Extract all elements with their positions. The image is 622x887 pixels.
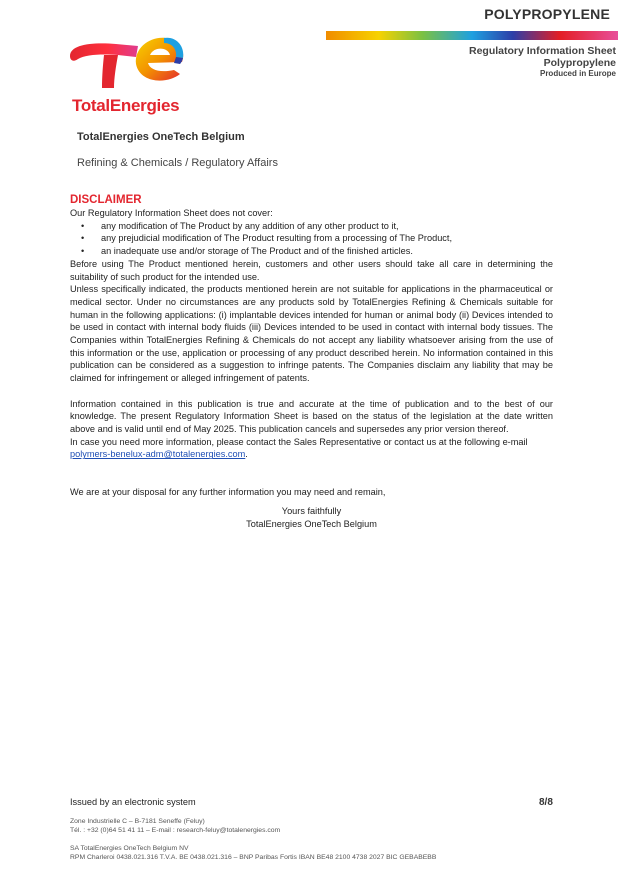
totalenergies-logo-icon <box>64 30 189 90</box>
disclaimer-list <box>70 220 553 258</box>
disclaimer-title: DISCLAIMER <box>70 194 142 206</box>
paragraph-suitability: Before using The Product mentioned herein, customers and other users should take all care in determining the suitability of such product for the intended use. <box>70 258 553 282</box>
list-item: • an inadequate use and/or storage of The Product and of the finished articles. <box>70 245 553 258</box>
footer-legal <box>70 844 436 862</box>
yours-faithfully: Yours faithfully <box>281 506 342 517</box>
issued-note: Issued by an electronic system <box>70 797 196 807</box>
produced-in: Produced in Europe <box>539 69 616 78</box>
contact-line: Tél. : +32 (0)64 51 41 11 – E-mail : research-feluy@totalenergies.com <box>70 827 281 834</box>
signature: TotalEnergies OneTech Belgium <box>246 518 377 529</box>
department: Refining & Chemicals / Regulatory Affairs <box>77 157 278 169</box>
sheet-subtitle: Polypropylene <box>543 57 616 69</box>
legal-details: RPM Charleroi 0438.021.316 T.V.A. BE 0438.021.316 – BNP Paribas Fortis IBAN BE48 2100 4738 2027 BIC GEBABEBB <box>70 854 437 861</box>
list-item: • any prejudicial modification of The Product resulting from a processing of The Product, <box>70 232 553 245</box>
list-item: • any modification of The Product by any addition of any other product to it, <box>70 220 553 233</box>
paragraph-liability: Unless specifically indicated, the products mentioned herein are not suitable for applications in the pharmaceutical or medical sector. Under no circumstances are any products sold by TotalEnergies Refining & Chemicals suitable for human in the following applications: (i) implantable devices intended for human or animal body (ii) Devices intended to be used in contact with internal body fluids (iii) Devices intended to be used in contact with internal body tissues. The Companies within TotalEnergies Refining & Chemicals do not accept any liability whatsoever arising from the use of this information or the use, application or processing of any product described herein. No information contained in this publication can be considered as a suggestion to infringe patents. The Companies disclaim any liability that may be claimed for infringement or alleged infringement of patents. <box>70 284 553 384</box>
disclaimer-intro: Our Regulatory Information Sheet does not cover: <box>70 208 273 218</box>
closing-line: We are at your disposal for any further information you may need and remain, <box>70 487 386 498</box>
paragraph-contact <box>70 436 553 461</box>
email-link[interactable]: polymers-benelux-adm@totalenergies.com <box>70 449 246 460</box>
page-number: 8/8 <box>539 797 553 808</box>
sheet-title: Regulatory Information Sheet <box>468 45 616 57</box>
email-suffix: . <box>245 449 248 460</box>
rainbow-bar <box>326 31 618 40</box>
footer-address <box>70 817 280 835</box>
disclaimer-section <box>70 193 553 531</box>
product-title: POLYPROPYLENE <box>484 6 610 22</box>
logo-text: TotalEnergies <box>72 96 180 115</box>
company-name: TotalEnergies OneTech Belgium <box>77 131 245 143</box>
paragraph-validity: Information contained in this publication is true and accurate at the time of publication and to the best of our knowledge. The present Regulatory Information Sheet is based on the status of the legislation at the date written above and is valid until end of May 2025. This publication cancels and supersedes any prior version thereof. <box>70 398 553 434</box>
address-line: Zone Industrielle C – B-7181 Seneffe (Feluy) <box>70 818 205 825</box>
legal-name: SA TotalEnergies OneTech Belgium NV <box>70 845 189 852</box>
contact-text: In case you need more information, please contact the Sales Representative or contact us at the following e-mail <box>70 436 528 447</box>
